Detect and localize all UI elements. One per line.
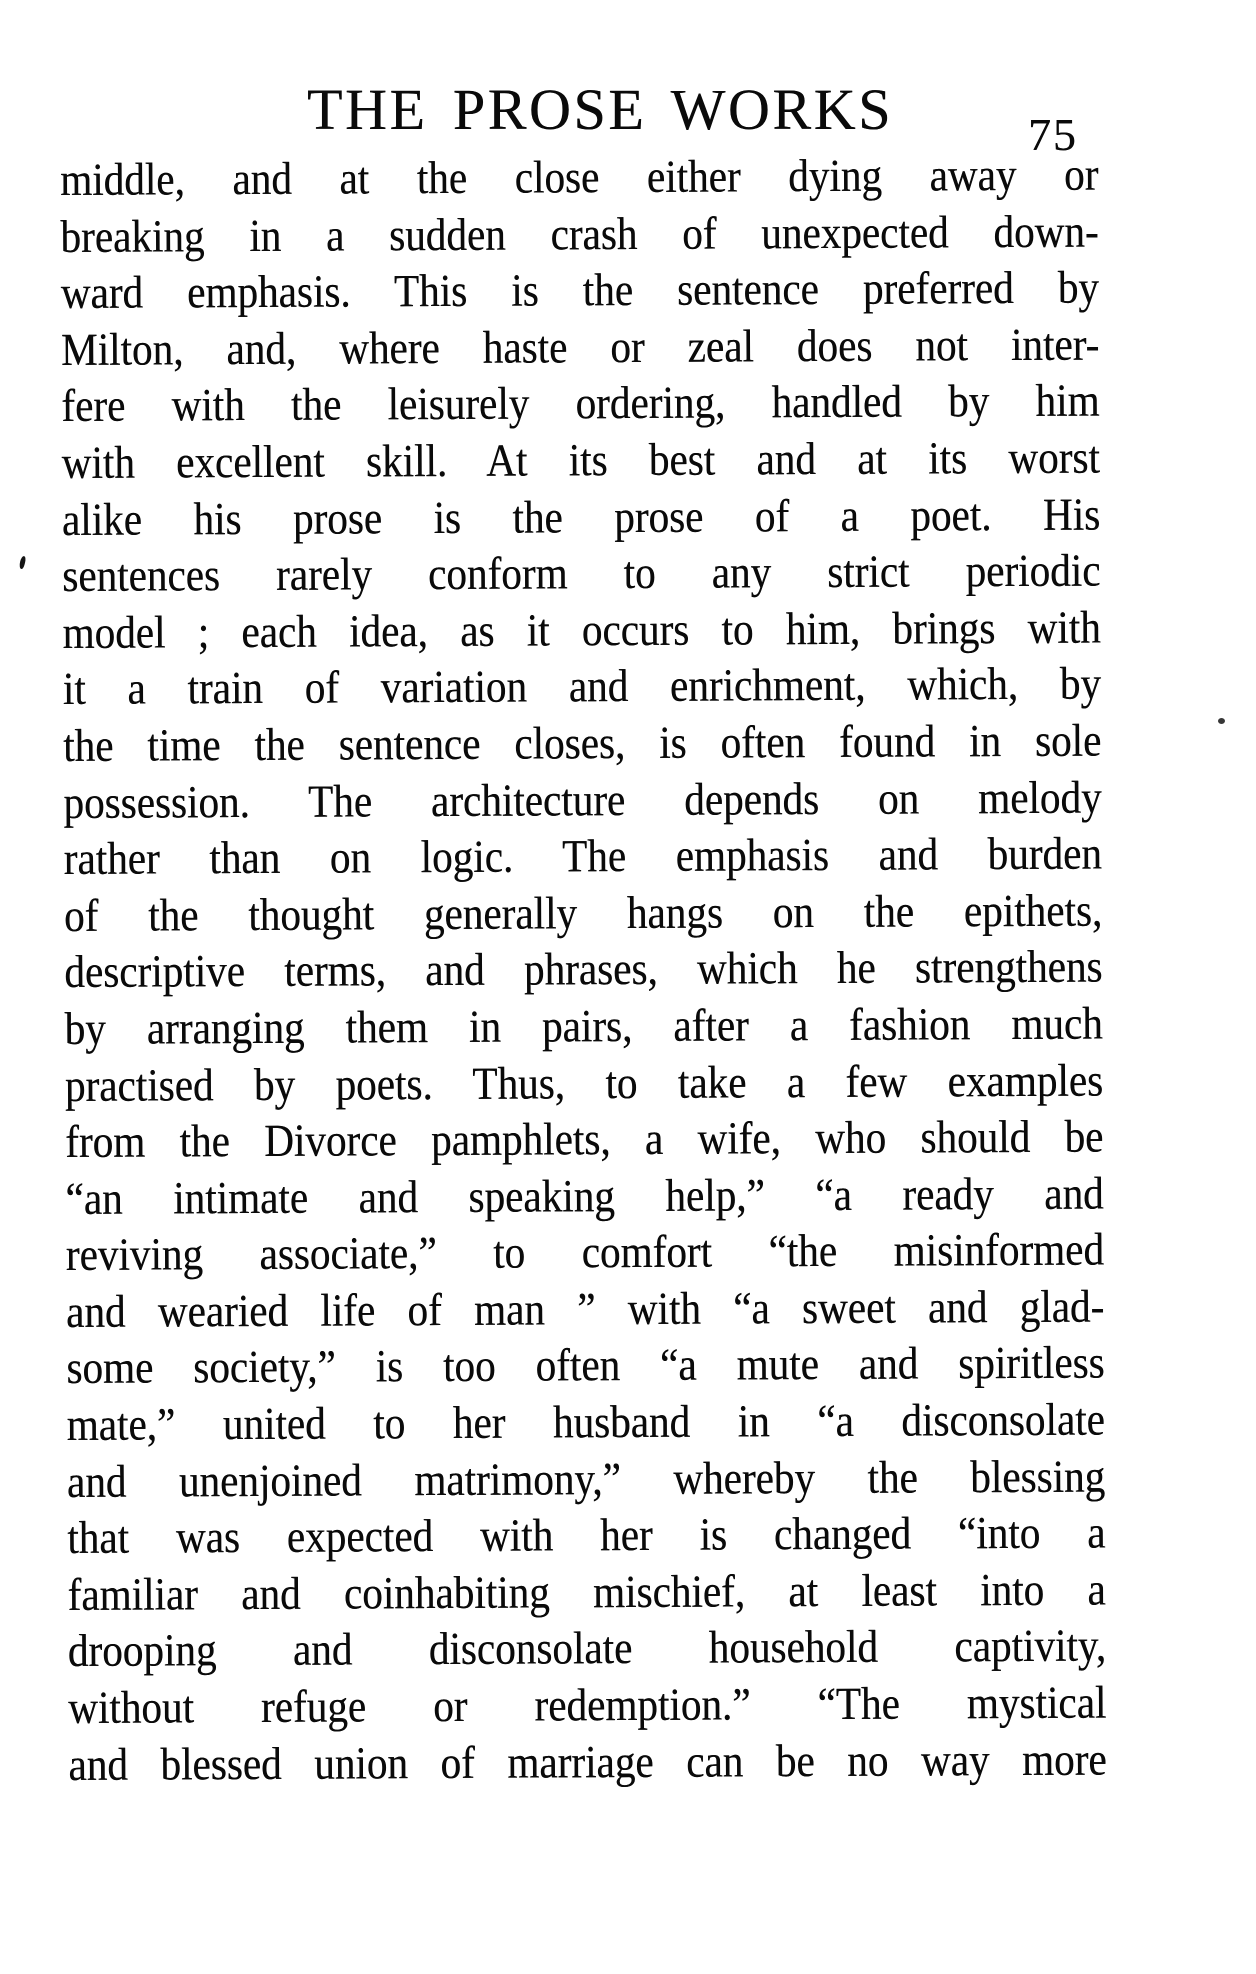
text-line: possession. The architecture depends on melody	[63, 771, 1102, 828]
text-line: without refuge or redemption.” “The mystical	[68, 1676, 1107, 1734]
text-line: fere with the leisurely ordering, handled by him	[61, 374, 1100, 432]
running-head-title: THE PROSE WORKS	[306, 77, 894, 142]
scan-speck	[19, 556, 27, 570]
text-line: rather than on logic. The emphasis and burden	[63, 827, 1103, 885]
text-line: “an intimate and speaking help,” “a ready and	[65, 1167, 1104, 1224]
text-line: the time the sentence closes, is often found in sole	[62, 714, 1102, 771]
page-text	[60, 147, 1107, 1794]
text-line: from the Divorce pamphlets, a wife, who should be	[65, 1110, 1104, 1168]
text-line: it a train of variation and enrichment, which, by	[62, 657, 1102, 715]
text-line: with excellent skill. At its best and at its worst	[61, 431, 1100, 488]
text-line: practised by poets. Thus, to take a few examples	[64, 1054, 1104, 1111]
text-line: ward emphasis. This is the sentence preferred by	[60, 261, 1100, 319]
text-line: familiar and coinhabiting mischief, at least into a	[67, 1563, 1106, 1620]
text-line: breaking in a sudden crash of unexpected down-	[60, 205, 1099, 262]
text-line: that was expected with her is changed “into a	[67, 1506, 1106, 1564]
text-line: some society,” is too often “a mute and spiritless	[66, 1337, 1105, 1394]
text-line: drooping and disconsolate household captivity,	[67, 1619, 1107, 1677]
text-line: and blessed union of marriage can be no way more	[68, 1733, 1107, 1790]
text-line: sentences rarely conform to any strict periodic	[62, 544, 1101, 602]
text-line: by arranging them in pairs, after a fashion much	[64, 997, 1103, 1054]
scan-speck	[1218, 718, 1225, 724]
text-line: and wearied life of man ” with “a sweet and glad-	[65, 1280, 1105, 1337]
text-line: middle, and at the close either dying away or	[60, 148, 1099, 205]
text-line: mate,” united to her husband in “a disconsolate	[66, 1393, 1105, 1451]
text-line: of the thought generally hangs on the epithets,	[63, 884, 1103, 941]
text-line: descriptive terms, and phrases, which he strengthens	[64, 940, 1103, 998]
text-line: model ; each idea, as it occurs to him, brings with	[62, 601, 1101, 658]
text-line: and unenjoined matrimony,” whereby the blessing	[66, 1450, 1106, 1507]
text-line: Milton, and, where haste or zeal does not inter-	[60, 318, 1100, 375]
text-line: alike his prose is the prose of a poet. His	[61, 488, 1101, 545]
text-line: reviving associate,” to comfort “the misinformed	[65, 1223, 1105, 1281]
page-number: 75	[1028, 109, 1078, 160]
